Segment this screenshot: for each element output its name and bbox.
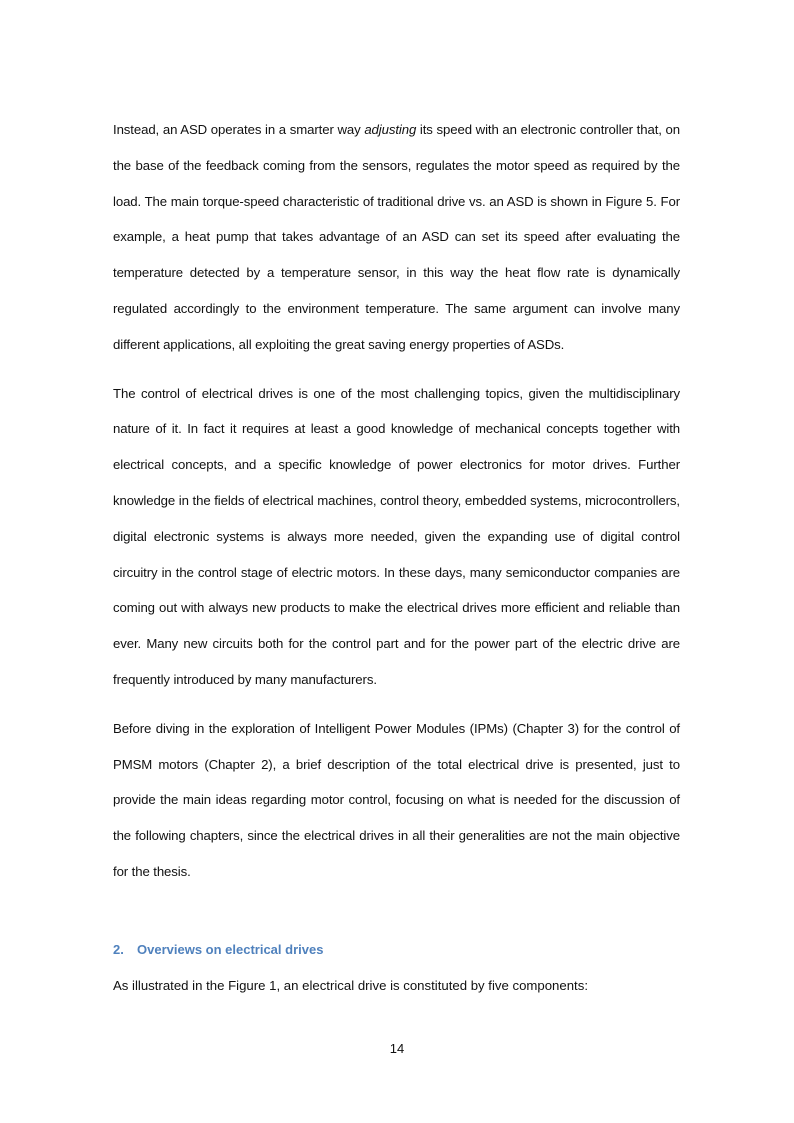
- section-title: Overviews on electrical drives: [137, 942, 324, 957]
- page-number: 14: [389, 1041, 405, 1056]
- paragraph-text-start: Instead, an ASD operates in a smarter way: [113, 122, 365, 137]
- body-text: [113, 112, 680, 890]
- paragraph-chapter-overview: Before diving in the exploration of Intelligent Power Modules (IPMs) (Chapter 3) for the control of PMSM motors (Chapter 2), a brief description of the total electrical drive is presented, just to provide the main ideas regarding motor control, focusing on what is needed for the discussion of the following chapters, since the electrical drives in all their generalities are not the main objective for the thesis.: [113, 720, 680, 879]
- section-heading: [113, 940, 323, 960]
- paragraph-asd-operation: [113, 112, 680, 363]
- section-number: 2.: [113, 942, 124, 957]
- section-intro-text: As illustrated in the Figure 1, an electrical drive is constituted by five components:: [113, 978, 588, 993]
- emphasized-word: adjusting: [364, 122, 417, 137]
- paragraph-drive-control: The control of electrical drives is one of the most challenging topics, given the multidisciplinary nature of it. In fact it requires at least a good knowledge of mechanical concepts together with electrical concepts, and a specific knowledge of power electronics for motor drives. Further knowledge in the fields of electrical machines, control theory, embedded systems, microcontrollers, digital electronic systems is always more needed, given the expanding use of digital control circuitry in the control stage of electric motors. In these days, many semiconductor companies are coming out with always new products to make the electrical drives more efficient and reliable than ever. Many new circuits both for the control part and for the power part of the electric drive are frequently introduced by many manufacturers.: [113, 385, 680, 687]
- paragraph-text-end: its speed with an electronic controller that, on the base of the feedback coming from the sensors, regulates the motor speed as required by the load. The main torque-speed characteristic of traditional drive vs. an ASD is shown in Figure 5. For example, a heat pump that takes advantage of an ASD can set its speed after evaluating the temperature detected by a temperature sensor, in this way the heat flow rate is dynamically regulated accordingly to the environment temperature. The same argument can involve many different applications, all exploiting the great saving energy properties of ASDs.: [113, 122, 681, 352]
